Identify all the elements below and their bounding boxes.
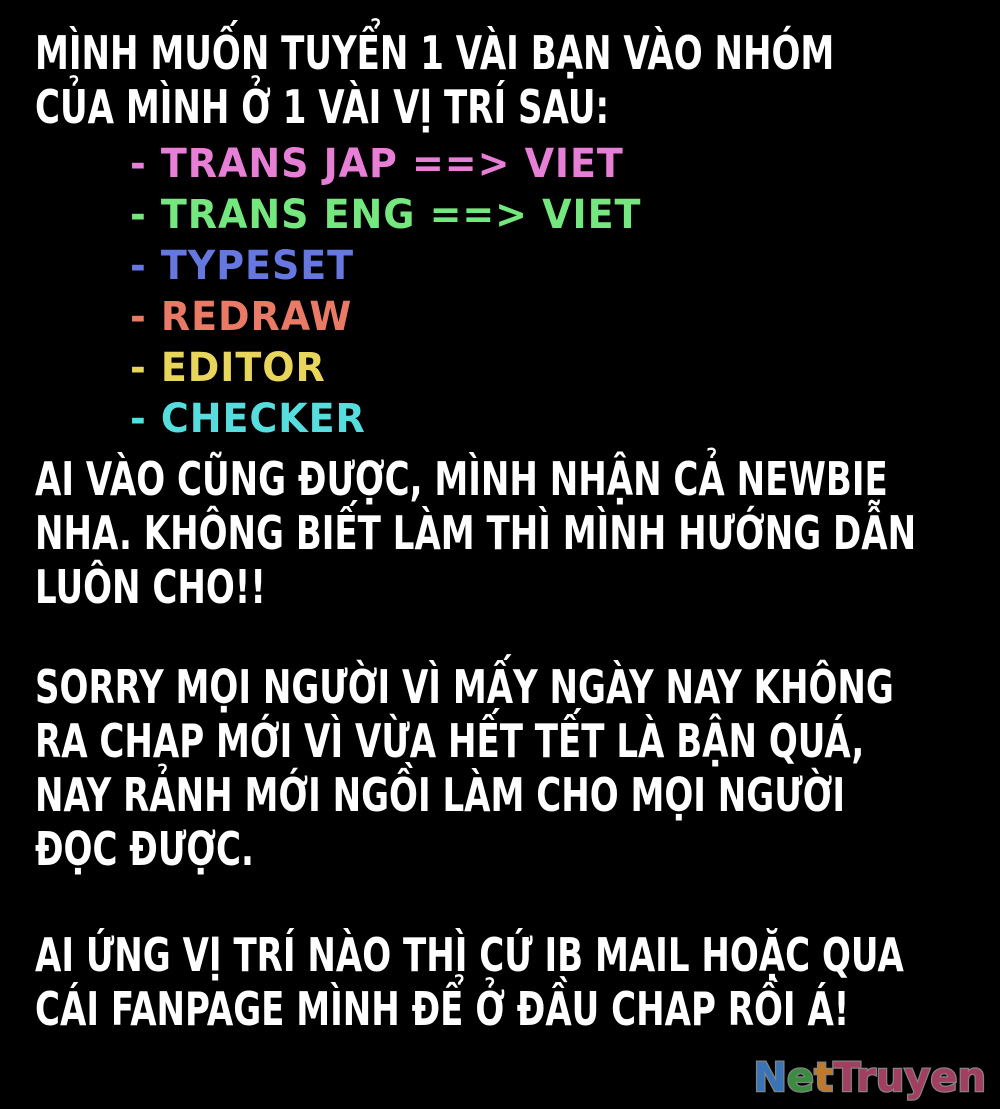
contact-line-1: AI ỨNG VỊ TRÍ NÀO THÌ CỨ IB MAIL HOẶC QUA	[35, 928, 904, 982]
watermark-letter: r	[856, 1055, 876, 1101]
watermark-letter: n	[957, 1055, 986, 1101]
role-item-redraw: - REDRAW	[130, 294, 353, 340]
newbie-line-1: AI VÀO CŨNG ĐƯỢC, MÌNH NHẬN CẢ NEWBIE	[35, 452, 888, 506]
newbie-line-3: LUÔN CHO!!	[35, 560, 266, 614]
watermark-letter: e	[786, 1055, 815, 1101]
newbie-line-2: NHA. KHÔNG BIẾT LÀM THÌ MÌNH HƯỚNG DẪN	[35, 506, 917, 560]
role-item-typeset: - TYPESET	[130, 243, 355, 289]
watermark-letter: t	[814, 1055, 834, 1101]
paragraph-newbie	[35, 452, 916, 614]
role-item-trans-jap: - TRANS JAP ==> VIET	[130, 141, 624, 187]
nettruyen-watermark-logo	[753, 1055, 986, 1101]
role-item-checker: - CHECKER	[130, 396, 366, 442]
role-list	[130, 139, 641, 445]
watermark-letter: T	[833, 1055, 857, 1101]
paragraph-sorry	[35, 660, 894, 876]
intro-line-2: CỦA MÌNH Ở 1 VÀI VỊ TRÍ SAU:	[35, 80, 610, 134]
recruitment-intro	[35, 26, 834, 134]
watermark-letter: y	[904, 1055, 931, 1101]
intro-line-1: MÌNH MUỐN TUYỂN 1 VÀI BẠN VÀO NHÓM	[35, 26, 835, 80]
role-item-trans-eng: - TRANS ENG ==> VIET	[130, 192, 642, 238]
role-item-editor: - EDITOR	[130, 345, 326, 391]
paragraph-contact	[35, 928, 904, 1036]
sorry-line-3: NAY RẢNH MỚI NGỒI LÀM CHO MỌI NGƯỜI	[35, 768, 846, 822]
watermark-letter: u	[875, 1055, 905, 1101]
sorry-line-4: ĐỌC ĐƯỢC.	[35, 822, 254, 876]
watermark-letter: N	[753, 1055, 787, 1101]
sorry-line-1: SORRY MỌI NGƯỜI VÌ MẤY NGÀY NAY KHÔNG	[35, 660, 894, 714]
watermark-letter: e	[930, 1055, 958, 1101]
contact-line-2: CÁI FANPAGE MÌNH ĐỂ Ở ĐẦU CHAP RỒI Á!	[35, 982, 850, 1036]
sorry-line-2: RA CHAP MỚI VÌ VỪA HẾT TẾT LÀ BẬN QUÁ,	[35, 714, 865, 768]
